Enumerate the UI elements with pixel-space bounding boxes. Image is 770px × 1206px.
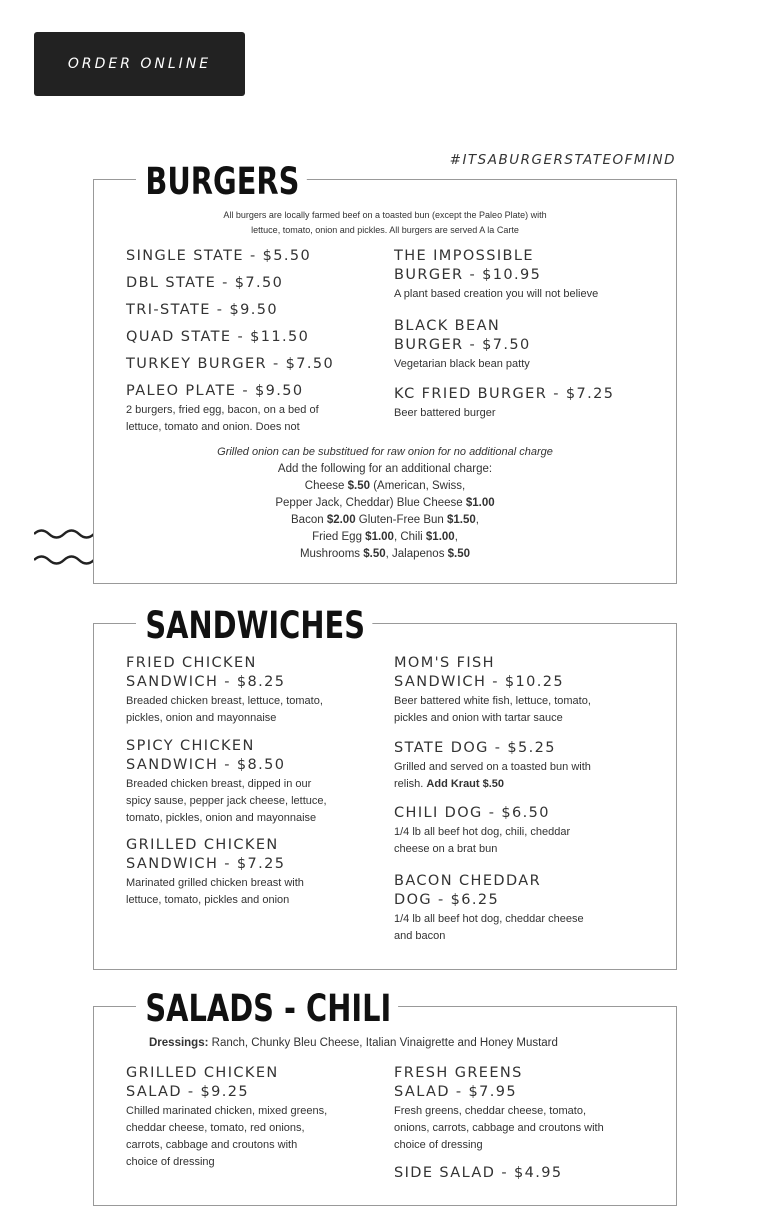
desc-text: relish.	[394, 778, 427, 790]
item-name-line1: FRESH GREENS	[394, 1065, 523, 1081]
burger-addons	[94, 444, 676, 563]
menu-item-fresh-greens-salad	[394, 1064, 604, 1154]
salads-section	[93, 987, 677, 1206]
item-name: STATE DOG - $5.25	[394, 740, 556, 756]
item-description	[126, 875, 304, 909]
item-name: TURKEY BURGER - $7.50	[126, 356, 335, 372]
item-name-line2: BURGER - $10.95	[394, 267, 542, 283]
item-name-line1: MOM'S FISH	[394, 655, 495, 671]
item-name-line1: SPICY CHICKEN	[126, 738, 255, 754]
menu-item-spicy-chicken-sandwich	[126, 737, 327, 827]
desc-line: 1/4 lb all beef hot dog, chili, cheddar	[394, 826, 571, 838]
addon-price: $.50	[363, 548, 386, 560]
menu-item-single-state	[126, 247, 311, 266]
burgers-intro-line2: lettuce, tomato, onion and pickles. All burgers are served A la Carte	[251, 225, 519, 235]
desc-line: Breaded chicken breast, lettuce, tomato,	[126, 695, 323, 707]
desc-line: 1/4 lb all beef hot dog, cheddar cheese	[394, 913, 584, 925]
desc-line: pickles, onion and mayonnaise	[126, 712, 277, 724]
addon-price: $2.00	[326, 514, 356, 526]
desc-line: choice of dressing	[126, 1156, 215, 1168]
menu-item-tri-state	[126, 301, 278, 320]
sandwiches-section	[93, 604, 677, 970]
menu-item-quad-state	[126, 328, 309, 347]
desc-line: Fresh greens, cheddar cheese, tomato,	[394, 1105, 586, 1117]
item-name-line1: THE IMPOSSIBLE	[394, 248, 534, 264]
burgers-intro	[94, 208, 676, 238]
addons-line-cheese	[94, 478, 676, 495]
item-description	[394, 824, 570, 858]
desc-line: carrots, cabbage and croutons with	[126, 1139, 298, 1151]
burgers-intro-line1: All burgers are locally farmed beef on a toasted bun (except the Paleo Plate) with	[223, 210, 547, 220]
item-description	[394, 911, 584, 945]
addon-comma: ,	[475, 514, 479, 526]
item-name-line2: BURGER - $7.50	[394, 337, 531, 353]
dressings-line	[149, 1037, 558, 1049]
item-name: CHILI DOG - $6.50	[394, 805, 550, 821]
addon-comma: ,	[454, 531, 458, 543]
item-name: PALEO PLATE - $9.50	[126, 383, 304, 399]
desc-line: cheddar cheese, tomato, red onions,	[126, 1122, 305, 1134]
addon-price: $1.00	[465, 497, 495, 509]
addons-line-bleu	[94, 495, 676, 512]
menu-item-chili-dog	[394, 804, 570, 858]
item-name-line1: BACON CHEDDAR	[394, 873, 542, 889]
dressings-text: Ranch, Chunky Bleu Cheese, Italian Vinaigrette and Honey Mustard	[208, 1037, 558, 1049]
menu-item-paleo-plate	[126, 382, 319, 436]
addon-label: Bacon	[291, 514, 327, 526]
addon-label: (American, Swiss,	[370, 480, 466, 492]
dressings-label: Dressings:	[149, 1037, 209, 1049]
addon-label: Mushrooms	[299, 548, 364, 560]
desc-line: lettuce, tomato and onion. Does not	[126, 421, 300, 433]
addons-line-egg	[94, 529, 676, 546]
desc-line: 2 burgers, fried egg, bacon, on a bed of	[126, 404, 319, 416]
item-description	[394, 693, 591, 727]
kraut-addon: Add Kraut $.50	[426, 778, 505, 790]
item-name-line2: SALAD - $9.25	[126, 1084, 250, 1100]
item-description: Beer battered burger	[394, 407, 496, 419]
desc-line: spicy sause, pepper jack cheese, lettuce,	[126, 795, 327, 807]
burgers-title: BURGERS	[136, 160, 306, 204]
addon-label: , Chili	[393, 531, 426, 543]
item-description	[126, 776, 327, 827]
order-online-button[interactable]: ORDER ONLINE	[34, 32, 245, 96]
menu-item-kc-fried-burger	[394, 385, 614, 422]
item-name: TRI-STATE - $9.50	[126, 302, 278, 318]
item-description: A plant based creation you will not believe	[394, 288, 599, 300]
item-name: SINGLE STATE - $5.50	[126, 248, 312, 264]
item-name-line1: BLACK BEAN	[394, 318, 501, 334]
desc-line: Beer battered white fish, lettuce, tomato,	[394, 695, 591, 707]
item-name-line1: GRILLED CHICKEN	[126, 1065, 279, 1081]
item-description	[394, 759, 591, 793]
addons-heading: Add the following for an additional charge:	[277, 463, 493, 475]
item-name-line2: SANDWICH - $10.25	[394, 674, 565, 690]
addon-label: Cheese	[304, 480, 348, 492]
sandwiches-title: SANDWICHES	[136, 604, 372, 648]
menu-item-impossible-burger	[394, 247, 598, 303]
item-name-line2: DOG - $6.25	[394, 892, 500, 908]
item-description	[126, 402, 319, 436]
item-name: SIDE SALAD - $4.95	[394, 1165, 563, 1181]
addon-label: , Jalapenos	[385, 548, 448, 560]
desc-line: lettuce, tomato, pickles and onion	[126, 894, 290, 906]
desc-line: onions, carrots, cabbage and croutons with	[394, 1122, 604, 1134]
item-name-line1: GRILLED CHICKEN	[126, 837, 279, 853]
addon-price: $.50	[347, 480, 370, 492]
item-description	[126, 693, 323, 727]
menu-item-turkey-burger	[126, 355, 334, 374]
addon-price: $.50	[447, 548, 471, 560]
desc-line	[394, 776, 591, 793]
desc-line: and bacon	[394, 930, 446, 942]
menu-item-black-bean-burger	[394, 317, 531, 373]
hashtag-text: #ITSABURGERSTATEOFMIND	[449, 152, 676, 168]
desc-line: Chilled marinated chicken, mixed greens,	[126, 1105, 328, 1117]
desc-line: tomato, pickles, onion and mayonnaise	[126, 812, 317, 824]
desc-line: choice of dressing	[394, 1139, 483, 1151]
desc-line: Marinated grilled chicken breast with	[126, 877, 304, 889]
addon-price: $1.50	[447, 514, 476, 526]
addons-line-mushrooms	[94, 546, 676, 563]
menu-item-state-dog	[394, 739, 591, 793]
addons-line-bacon	[94, 512, 676, 529]
desc-line: pickles and onion with tartar sauce	[394, 712, 563, 724]
desc-line: cheese on a brat bun	[394, 843, 498, 855]
item-name: KC FRIED BURGER - $7.25	[394, 386, 615, 402]
item-name-line1: FRIED CHICKEN	[126, 655, 257, 671]
salads-title: SALADS - CHILI	[136, 987, 398, 1031]
desc-line: Breaded chicken breast, dipped in our	[126, 778, 312, 790]
item-name-line2: SANDWICH - $8.50	[126, 757, 286, 773]
addon-label: Pepper Jack, Cheddar) Blue Cheese	[275, 497, 466, 509]
item-name: QUAD STATE - $11.50	[126, 329, 310, 345]
menu-item-fried-chicken-sandwich	[126, 654, 323, 727]
addon-price: $1.00	[425, 531, 455, 543]
item-name-line2: SANDWICH - $8.25	[126, 674, 286, 690]
menu-item-bacon-cheddar-dog	[394, 872, 584, 945]
item-description	[126, 1103, 327, 1171]
addon-label: Fried Egg	[312, 531, 366, 543]
item-name-line2: SANDWICH - $7.25	[126, 856, 286, 872]
item-description: Vegetarian black bean patty	[394, 358, 530, 370]
menu-item-grilled-chicken-sandwich	[126, 836, 304, 909]
menu-item-dbl-state	[126, 274, 283, 293]
item-name-line2: SALAD - $7.95	[394, 1084, 518, 1100]
addon-price: $1.00	[365, 531, 394, 543]
menu-item-side-salad	[394, 1164, 562, 1183]
addon-label: Gluten-Free Bun	[355, 514, 447, 526]
menu-item-grilled-chicken-salad	[126, 1064, 327, 1171]
menu-item-moms-fish-sandwich	[394, 654, 591, 727]
item-name: DBL STATE - $7.50	[126, 275, 284, 291]
desc-line: Grilled and served on a toasted bun with	[394, 761, 591, 773]
item-description	[394, 1103, 604, 1154]
grilled-onion-note: Grilled onion can be substitued for raw onion for no additional charge	[217, 446, 553, 458]
